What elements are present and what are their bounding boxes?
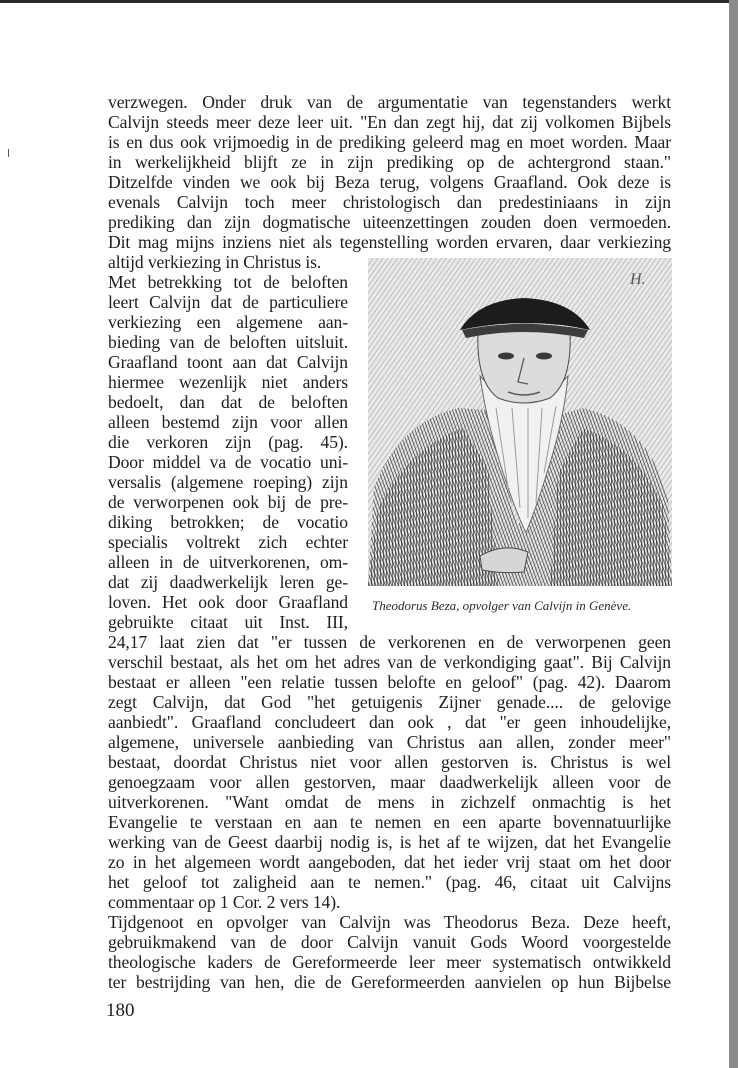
text-line: bestaat er alleen "een relatie tussen belofte en geloof" (pag. 42). Daarom xyxy=(108,672,671,692)
text-line: bestaat, doordat Christus niet voor allen gestorven is. Christus is wel xyxy=(108,752,671,772)
text-line: bedoelt, dan dat de beloften xyxy=(108,392,348,412)
text-line: Graafland toont aan dat Calvijn xyxy=(108,352,348,372)
text-line: zo in het algemeen wordt aangeboden, dat het ieder vrij staat om het door xyxy=(108,852,671,872)
text-line: loven. Het ook door Graafland xyxy=(108,592,348,612)
text-line: Dit mag mijns inziens niet als tegenstelling worden ervaren, daar verkiezing xyxy=(108,232,671,252)
text-line: gebruikmakend van de door Calvijn vanuit Gods Woord voorgestelde xyxy=(108,932,671,952)
text-line: altijd verkiezing in Christus is. xyxy=(108,252,322,272)
text-line: dat zij daadwerkelijk leren ge- xyxy=(108,572,348,592)
text-line: verzwegen. Onder druk van de argumentatie van tegenstanders werkt xyxy=(108,92,671,112)
text-line: in werkelijkheid blijft ze in zijn prediking op de achtergrond staan." xyxy=(108,152,671,172)
text-line: 24,17 laat zien dat "er tussen de verkorenen en de verworpenen geen xyxy=(108,632,671,652)
text-line: bieding van de beloften uitsluit. xyxy=(108,332,348,352)
text-line: Evangelie te verstaan en aan te nemen en een aparte bovennatuurlijke xyxy=(108,812,671,832)
text-line: hiermee wezenlijk niet anders xyxy=(108,372,348,392)
text-line: alleen bestemd zijn voor allen xyxy=(108,412,348,432)
text-line: diking betrokken; de vocatio xyxy=(108,512,348,532)
text-line: gebruikte citaat uit Inst. III, xyxy=(108,612,348,632)
figure-caption: Theodorus Beza, opvolger van Calvijn in Genève. xyxy=(372,598,632,613)
text-line: Calvijn steeds meer deze leer uit. "En dan zegt hij, dat zij volkomen Bijbels xyxy=(108,112,671,132)
text-line: genoegzaam voor allen gestorven, maar daadwerkelijk alleen voor de xyxy=(108,772,671,792)
text-line: commentaar op 1 Cor. 2 vers 14). xyxy=(108,892,341,912)
text-line: werking van de Geest daarbij nodig is, is het af te wijzen, dat het Evangelie xyxy=(108,832,671,852)
text-line: ter bestrijding van hen, die de Gereformeerden aanvielen op hun Bijbelse xyxy=(108,972,671,992)
text-line: Door middel va de vocatio uni- xyxy=(108,452,348,472)
portrait-engraving xyxy=(368,258,672,586)
text-line: versalis (algemene roeping) zijn xyxy=(108,472,348,492)
text-line: leert Calvijn dat de particuliere xyxy=(108,292,348,312)
text-line: theologische kaders de Gereformeerde leer meer systematisch ontwikkeld xyxy=(108,952,671,972)
monogram: H. xyxy=(630,271,646,288)
text-line: algemene, universele aanbieding van Christus aan allen, zonder meer" xyxy=(108,732,671,752)
text-line: Met betrekking tot de beloften xyxy=(108,272,348,292)
beza-portrait-illustration xyxy=(368,258,672,586)
text-line: aanbiedt". Graafland concludeert dan ook , dat "er geen inhoudelijke, xyxy=(108,712,671,732)
text-line: zegt Calvijn, dat God "het getuigenis Zijner genade.... de gelovige xyxy=(108,692,671,712)
text-line: Tijdgenoot en opvolger van Calvijn was Theodorus Beza. Deze heeft, xyxy=(108,912,671,932)
text-line: de verworpenen ook bij de pre- xyxy=(108,492,348,512)
text-line: alleen in de uitverkorenen, om- xyxy=(108,552,348,572)
top-page-edge xyxy=(0,0,738,3)
text-line: verkiezing een algemene aan- xyxy=(108,312,348,332)
right-page-edge xyxy=(729,0,738,1068)
text-line: specialis voltrekt zich echter xyxy=(108,532,348,552)
text-line: het geloof tot zaligheid aan te nemen." (pag. 46, citaat uit Calvijns xyxy=(108,872,671,892)
text-line: verschil bestaat, als het om het adres van de verkondiging gaat". Bij Calvijn xyxy=(108,652,671,672)
text-line: die verkoren zijn (pag. 45). xyxy=(108,432,348,452)
text-line: uitverkorenen. "Want omdat de mens in zichzelf onmachtig is het xyxy=(108,792,671,812)
margin-mark xyxy=(8,149,9,157)
text-line: is en dus ook vrijmoedig in de prediking geleerd mag en moet worden. Maar xyxy=(108,132,671,152)
text-line: evenals Calvijn toch meer christologisch dan predestiniaans in zijn xyxy=(108,192,671,212)
page-number: 180 xyxy=(106,1000,135,1021)
text-line: prediking dan zijn dogmatische uiteenzettingen zouden doen vermoeden. xyxy=(108,212,671,232)
text-line: Ditzelfde vinden we ook bij Beza terug, volgens Graafland. Ook deze is xyxy=(108,172,671,192)
